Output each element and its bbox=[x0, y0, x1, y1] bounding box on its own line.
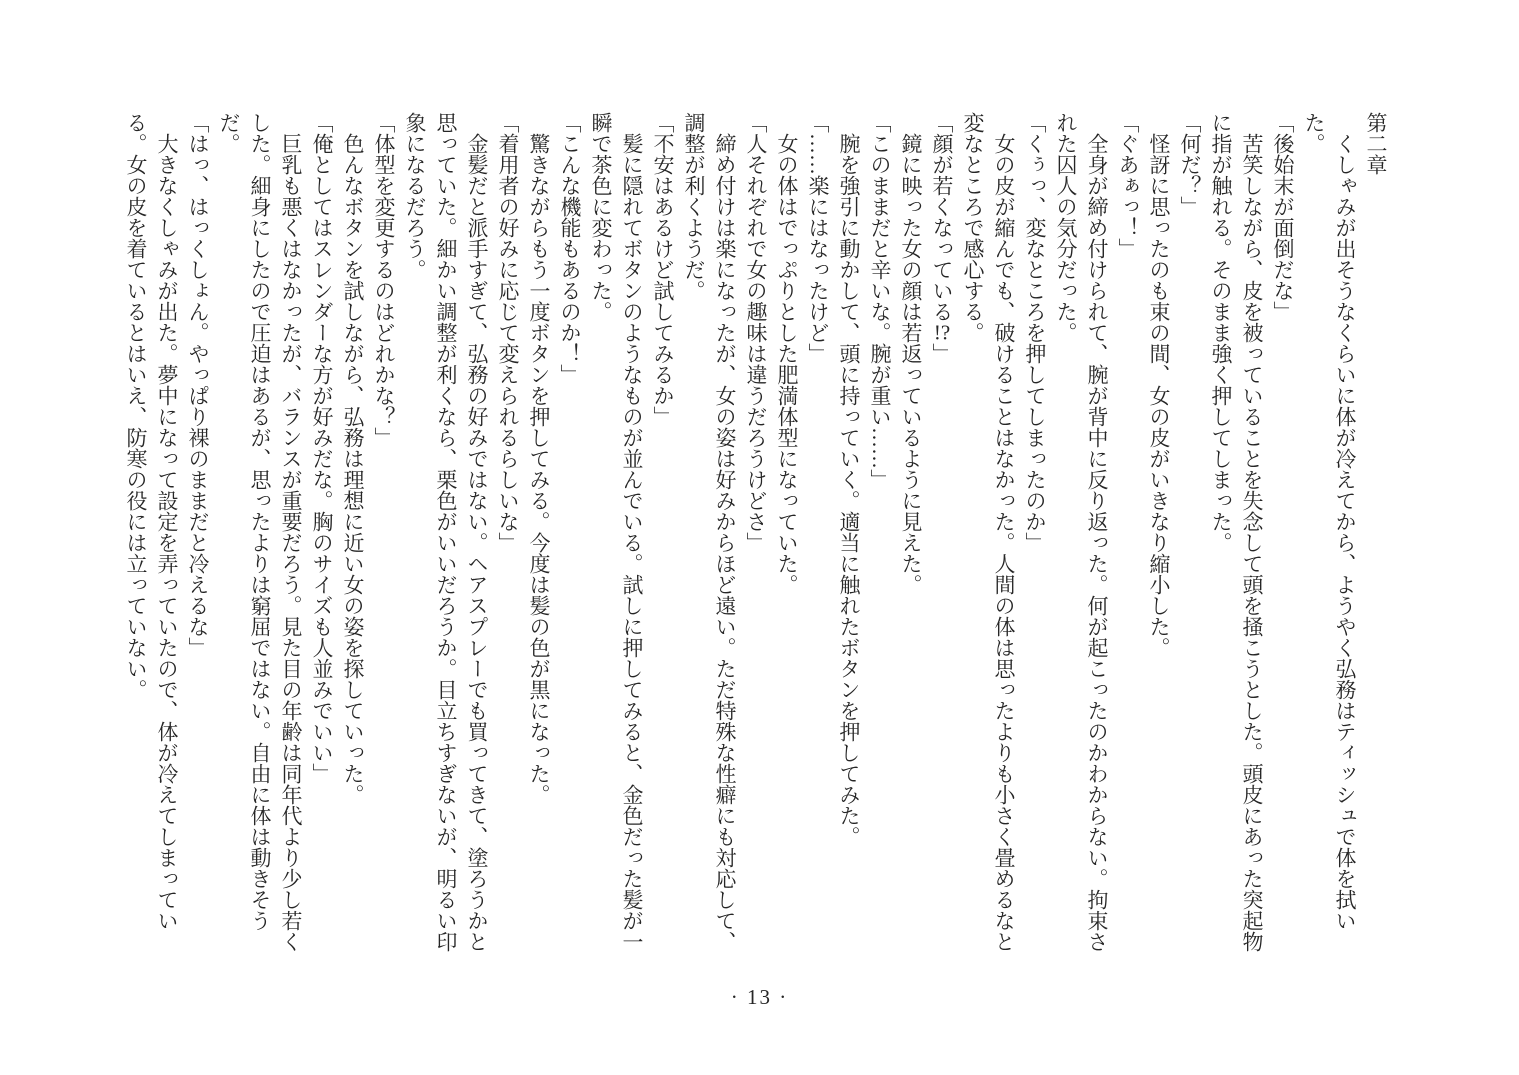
dialogue-line: 「着用者の好みに応じて変えられるらしいな」 bbox=[496, 112, 520, 553]
dialogue-line: 「顔が若くなっている!?」 bbox=[930, 112, 954, 364]
dialogue-line: 「はっ、はっくしょん。やっぱり裸のままだと冷えるな」 bbox=[186, 112, 210, 658]
narrative-paragraph: 女の体はでっぷりとした肥満体型になっていた。 bbox=[775, 133, 799, 595]
dialogue-line: 「このままだと辛いな。腕が重い……」 bbox=[868, 112, 892, 490]
dialogue-line: 「こんな機能もあるのか！」 bbox=[558, 112, 582, 385]
narrative-paragraph: 驚きながらもう一度ボタンを押してみる。今度は髪の色が黒になった。 bbox=[527, 133, 551, 805]
narrative-paragraph: 色んなボタンを試しながら、弘務は理想に近い女の姿を探していった。 bbox=[341, 133, 365, 805]
tate-chu-yoko: !? bbox=[933, 322, 951, 343]
narrative-paragraph: 髪に隠れてボタンのようなものが並んでいる。試しに押してみると、金色だった髪が一瞬で茶色に変わった。 bbox=[589, 112, 644, 952]
narrative-paragraph: 苦笑しながら、皮を被っていることを失念して頭を掻こうとした。頭皮にあった突起物に指が触れる。そのまま強く押してしまった。 bbox=[1209, 112, 1264, 952]
narrative-paragraph: 全身が締め付けられて、腕が背中に反り返った。何が起こったのかわからない。拘束された囚人の気分だった。 bbox=[1054, 112, 1109, 952]
dialogue-line: 「くぅっ、変なところを押してしまったのか」 bbox=[1023, 112, 1047, 553]
dialogue-line: 「体型を変更するのはどれかな？」 bbox=[372, 112, 396, 448]
text-body bbox=[120, 112, 1391, 954]
narrative-paragraph: 女の皮が縮んでも、破けることはなかった。人間の体は思ったよりも小さく畳めるなと変なところで感心する。 bbox=[961, 112, 1016, 952]
dialogue-line: 「何だ？」 bbox=[1178, 112, 1202, 217]
dialogue-line: 「後始末が面倒だな」 bbox=[1271, 112, 1295, 322]
narrative-paragraph: 腕を強引に動かして、頭に持っていく。適当に触れたボタンを押してみた。 bbox=[837, 133, 861, 847]
dialogue-line: 「人それぞれで女の趣味は違うだろうけどさ」 bbox=[744, 112, 768, 553]
narrative-paragraph: くしゃみが出そうなくらいに体が冷えてから、ようやく弘務はティッシュで体を拭いた。 bbox=[1302, 112, 1357, 931]
narrative-paragraph: 巨乳も悪くはなかったが、バランスが重要だろう。見た目の年齢は同年代より少し若くした。細身にしたので圧迫はあるが、思ったよりは窮屈ではない。自由に体は動きそうだ。 bbox=[217, 112, 303, 952]
dialogue-line: 「ぐあぁっ！」 bbox=[1116, 112, 1140, 259]
page-number: · 13 · bbox=[730, 985, 789, 1009]
chapter-title: 第二章 bbox=[1364, 112, 1388, 175]
dialogue-line: 「不安はあるけど試してみるか」 bbox=[651, 112, 675, 427]
narrative-paragraph: 金髪だと派手すぎて、弘務の好みではない。ヘアスプレーでも買ってきて、塗ろうかと思っていた。細かい調整が利くなら、栗色がいいだろうか。目立ちすぎないが、明るい印象になるだろう。 bbox=[403, 112, 489, 952]
narrative-paragraph: 怪訝に思ったのも束の間、女の皮がいきなり縮小した。 bbox=[1147, 133, 1171, 658]
narrative-paragraph: 大きなくしゃみが出た。夢中になって設定を弄っていたので、体が冷えてしまっている。女の皮を着ているとはいえ、防寒の役には立っていない。 bbox=[124, 112, 179, 931]
narrative-paragraph: 鏡に映った女の顔は若返っているように見えた。 bbox=[899, 133, 923, 595]
dialogue-line: 「俺としてはスレンダーな方が好みだな。胸のサイズも人並みでいい」 bbox=[310, 112, 334, 784]
dialogue-line: 「……楽にはなったけど」 bbox=[806, 112, 830, 364]
narrative-paragraph: 締め付けは楽になったが、女の姿は好みからほど遠い。ただ特殊な性癖にも対応して、調整が利くようだ。 bbox=[682, 112, 737, 952]
